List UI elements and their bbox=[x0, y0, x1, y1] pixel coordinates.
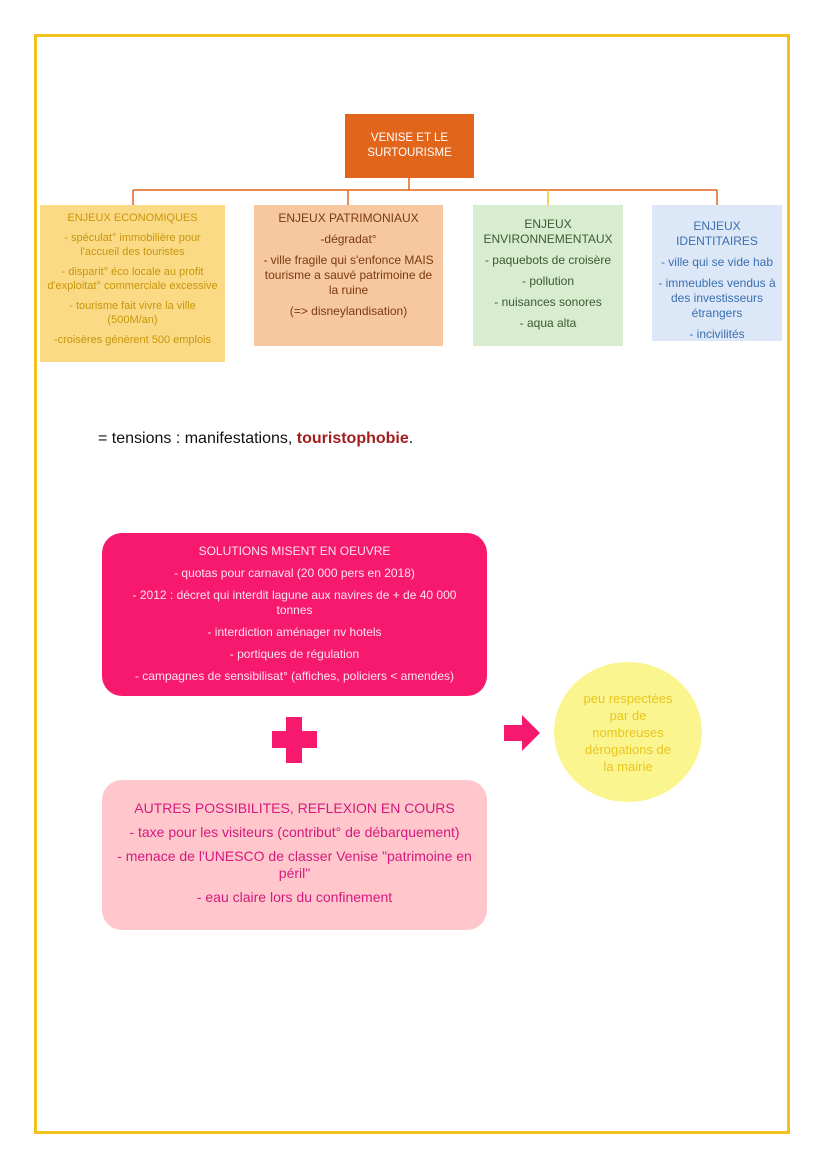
branch-title: ENJEUX ECONOMIQUES bbox=[67, 212, 198, 224]
branch-item: - tourisme fait vivre la ville (500M/an) bbox=[69, 300, 196, 326]
arrow-right-icon bbox=[504, 713, 540, 753]
branch-economiques bbox=[40, 205, 225, 362]
autres-title: AUTRES POSSIBILITES, REFLEXION EN COURS bbox=[134, 800, 455, 816]
branch-item: -croisères génèrent 500 emplois bbox=[53, 334, 212, 346]
branch-item: - incivilités bbox=[689, 327, 745, 341]
branch-item: - immeubles vendus à des investisseurs étrangers bbox=[658, 276, 776, 320]
solutions-box bbox=[102, 533, 487, 696]
solution-item: - interdiction aménager nv hotels bbox=[207, 625, 382, 639]
branch-title: ENJEUX PATRIMONIAUX bbox=[278, 211, 419, 225]
branch-item: - aqua alta bbox=[519, 316, 577, 330]
autres-box bbox=[102, 780, 487, 930]
root-node: VENISE ET LE SURTOURISME bbox=[345, 114, 474, 178]
tensions-suffix: . bbox=[408, 430, 414, 447]
branch-title: ENJEUX ENVIRONNEMENTAUX bbox=[483, 217, 613, 246]
branch-item: - paquebots de croisère bbox=[484, 253, 612, 267]
solution-item: - 2012 : décret qui interdit lagune aux navires de + de 40 000 tonnes bbox=[132, 588, 457, 617]
solutions-title: SOLUTIONS MISENT EN OEUVRE bbox=[198, 544, 391, 558]
solution-item: - campagnes de sensibilisat° (affiches, policiers < amendes) bbox=[134, 669, 455, 683]
branch-identitaires bbox=[652, 205, 782, 341]
autres-item: - eau claire lors du confinement bbox=[196, 889, 393, 905]
branch-item: - ville qui se vide hab bbox=[660, 255, 774, 269]
tensions-prefix: = tensions : manifestations, bbox=[98, 430, 297, 447]
branch-item: (=> disneylandisation) bbox=[289, 304, 408, 318]
branch-item: -dégradat° bbox=[320, 232, 377, 246]
branch-item: - ville fragile qui s'enfonce MAIS tourisme a sauvé patrimoine de la ruine bbox=[263, 253, 434, 297]
solution-item: - portiques de régulation bbox=[229, 647, 360, 661]
branch-item: - nuisances sonores bbox=[494, 295, 602, 309]
plus-icon-bar bbox=[272, 731, 317, 748]
branch-item: - spéculat° immobilière pour l'accueil des touristes bbox=[64, 232, 201, 258]
solution-item: - quotas pour carnaval (20 000 pers en 2018) bbox=[174, 566, 415, 580]
branch-title: ENJEUX IDENTITAIRES bbox=[676, 219, 758, 248]
autres-item: - menace de l'UNESCO de classer Venise "patrimoine en péril" bbox=[117, 848, 472, 881]
branch-item: - disparit° éco locale au profit d'exploitat° commerciale excessive bbox=[47, 266, 218, 292]
branch-item: - pollution bbox=[521, 274, 575, 288]
autres-item: - taxe pour les visiteurs (contribut° de débarquement) bbox=[129, 824, 460, 840]
tensions-line bbox=[98, 430, 413, 448]
branch-environnementaux bbox=[473, 205, 623, 346]
tensions-emphasis: touristophobie bbox=[296, 430, 409, 447]
branch-patrimoniaux bbox=[254, 205, 443, 346]
outcome-circle: peu respectées par de nombreuses dérogations de la mairie bbox=[554, 662, 702, 802]
